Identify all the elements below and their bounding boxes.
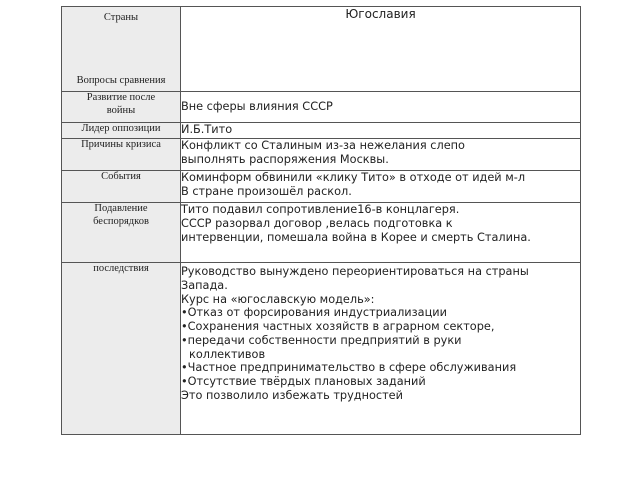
row-value-opposition-leader xyxy=(181,123,581,139)
text-line: беспорядков xyxy=(93,215,149,227)
row-label-opposition-leader xyxy=(62,123,181,139)
table-row xyxy=(62,139,581,171)
text-line: коллективов xyxy=(189,347,266,361)
text-line: войны xyxy=(106,104,136,116)
row-value-crisis-causes xyxy=(181,139,581,171)
text-line: Курс на «югославскую модель»: xyxy=(181,292,375,306)
row-label-crisis-causes xyxy=(62,139,181,171)
text-line: СССР разорвал договор ,велась подготовка к xyxy=(181,216,453,230)
row-value-postwar-development xyxy=(181,92,581,123)
text-line: В стране произошёл раскол. xyxy=(181,184,352,198)
table-row xyxy=(62,203,581,263)
country-header: Югославия xyxy=(181,7,581,92)
row-label-events xyxy=(62,171,181,203)
text-line: Вне сферы влияния СССР xyxy=(181,100,333,114)
text-line: Руководство вынуждено переориентироваться на страны xyxy=(181,265,529,278)
row-value-suppression xyxy=(181,203,581,263)
header-row xyxy=(62,7,581,92)
text-line: Подавление xyxy=(94,203,148,214)
row-value-events xyxy=(181,171,581,203)
text-line: •Сохранения частных хозяйств в аграрном секторе, xyxy=(181,320,495,334)
text-line: Конфликт со Сталиным из-за нежелания слепо xyxy=(181,139,465,152)
row-label-postwar-development xyxy=(62,92,181,123)
text-line: •передачи собственности предприятий в руки xyxy=(181,333,462,347)
text-line: •Частное предпринимательство в сфере обслуживания xyxy=(181,361,517,375)
text-line: последствия xyxy=(93,263,149,274)
text-line: Запада. xyxy=(181,278,228,292)
text-line: События xyxy=(101,171,141,182)
corner-header-cell xyxy=(62,7,181,92)
text-line: •Отказ от форсирования индустриализации xyxy=(181,306,447,320)
comparison-table xyxy=(61,6,581,435)
text-line: выполнять распоряжения Москвы. xyxy=(181,152,389,166)
table-row xyxy=(62,171,581,203)
text-line: •Отсутствие твёрдых плановых заданий xyxy=(181,375,426,389)
countries-label: Страны xyxy=(103,12,139,23)
row-label-consequences xyxy=(62,263,181,435)
text-line: Коминформ обвинили «клику Тито» в отходе от идей м-л xyxy=(181,171,526,184)
text-line: И.Б.Тито xyxy=(181,123,233,136)
text-line: Это позволило избежать трудностей xyxy=(181,389,403,403)
text-line: Развитие после xyxy=(86,92,156,103)
table-row xyxy=(62,123,581,139)
text-line: интервенции, помешала война в Корее и смерть Сталина. xyxy=(181,230,531,244)
table-row xyxy=(62,92,581,123)
comparison-questions-label: Вопросы сравнения xyxy=(76,75,166,87)
text-line: Лидер оппозиции xyxy=(81,123,161,134)
text-line: Тито подавил сопротивление16-в концлагеря. xyxy=(181,203,460,216)
row-label-suppression xyxy=(62,203,181,263)
table-row xyxy=(62,263,581,435)
row-value-consequences xyxy=(181,263,581,435)
text-line: Причины кризиса xyxy=(81,139,161,150)
